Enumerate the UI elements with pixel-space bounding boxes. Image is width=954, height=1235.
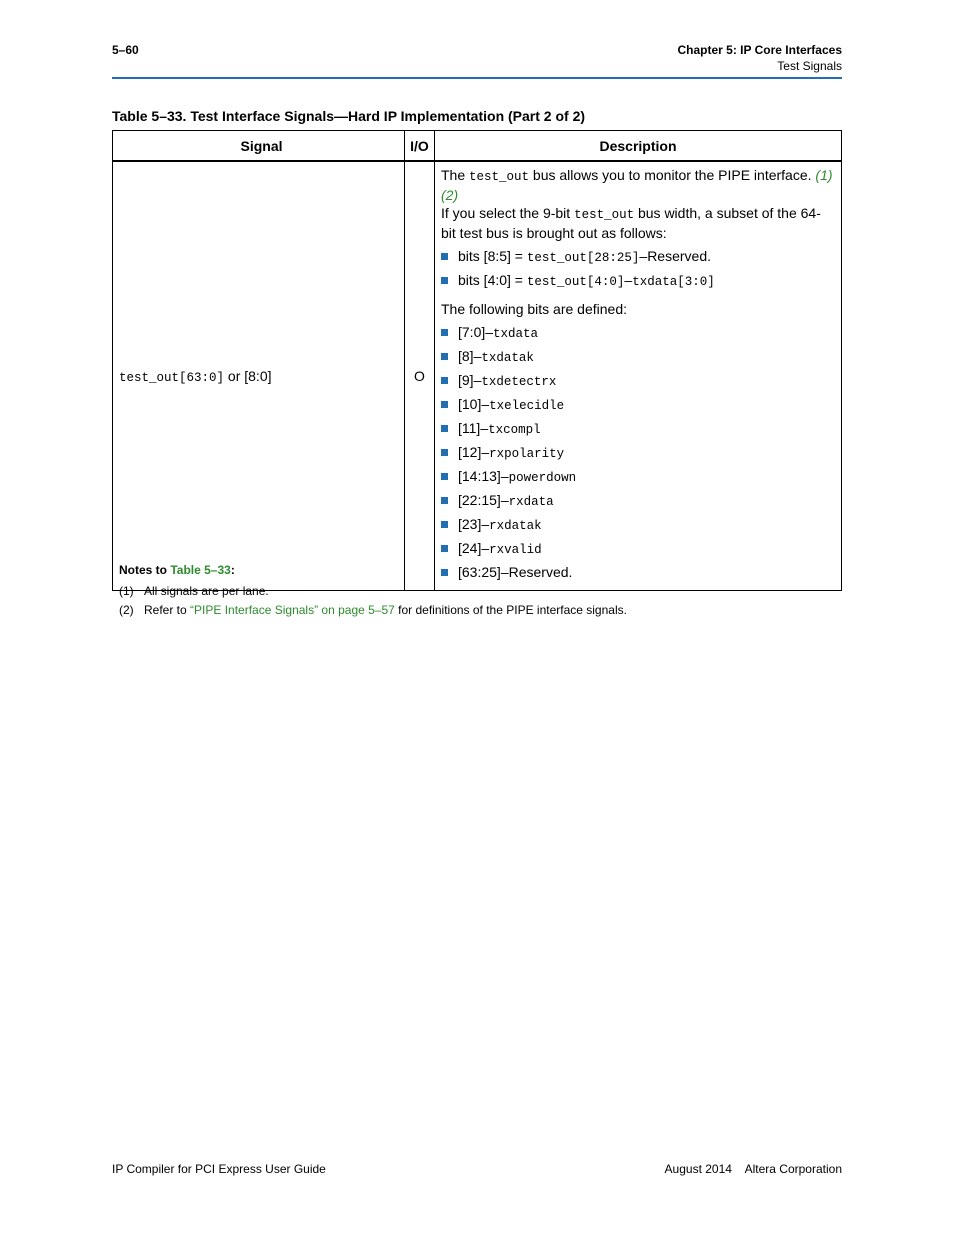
header-rule <box>112 77 842 79</box>
table-row <box>113 161 842 591</box>
note-text: Refer to <box>144 603 191 617</box>
column-header-io: I/O <box>405 131 435 162</box>
list-item <box>441 514 835 538</box>
defined-bullet-list <box>441 322 835 586</box>
note-number: (1) <box>119 584 134 598</box>
subset-bullet-list <box>441 246 835 294</box>
list-item <box>441 346 835 370</box>
note-1 <box>119 584 269 598</box>
bullet-code: txdetectrx <box>481 375 557 389</box>
io-cell: O <box>405 161 435 591</box>
list-item <box>441 322 835 346</box>
list-item <box>441 418 835 442</box>
bullet-bits: [9]– <box>458 372 482 388</box>
bullet-code-2: txdata[3:0] <box>632 275 715 289</box>
bullet-code: rxdata <box>508 495 554 509</box>
chapter-title: Chapter 5: IP Core Interfaces <box>677 43 842 57</box>
bullet-bits: [14:13]– <box>458 468 509 484</box>
bullet-text-post: –Reserved. <box>639 248 711 264</box>
bullet-square-icon <box>441 521 448 528</box>
page-number: 5–60 <box>112 43 139 57</box>
section-title: Test Signals <box>777 59 842 73</box>
bullet-bits: [12]– <box>458 444 490 460</box>
bullet-square-icon <box>441 329 448 336</box>
bullet-square-icon <box>441 425 448 432</box>
signals-table <box>112 130 842 591</box>
note-number: (2) <box>119 603 134 617</box>
intro-text-2: bus allows you to monitor the PIPE interface. <box>529 167 816 183</box>
intro-code: test_out <box>469 170 530 184</box>
bullet-square-icon <box>441 253 448 260</box>
bullet-bits: [24]– <box>458 540 490 556</box>
bullet-bits: [22:15]– <box>458 492 509 508</box>
table-header-row <box>113 131 842 162</box>
note-references-link[interactable]: (1) (2) <box>441 167 833 203</box>
list-item <box>441 270 835 294</box>
bullet-code: txelecidle <box>489 399 565 413</box>
footer-title: IP Compiler for PCI Express User Guide <box>112 1162 326 1176</box>
bullet-code: test_out[4:0] <box>526 275 625 289</box>
bullet-text-post: – <box>624 272 633 288</box>
bullet-bits: [7:0]– <box>458 324 494 340</box>
notes-table-link[interactable]: Table 5–33 <box>170 563 231 577</box>
line2-code: test_out <box>574 208 635 222</box>
bullet-text: bits [4:0] = <box>458 272 527 288</box>
bullet-bits: [11]– <box>458 420 489 436</box>
list-item <box>441 394 835 418</box>
description-intro <box>441 166 835 242</box>
line2-text: If you select the 9-bit <box>441 205 575 221</box>
list-item <box>441 466 835 490</box>
column-header-description: Description <box>435 131 842 162</box>
notes-title-text: Notes to <box>119 563 171 577</box>
bullet-code: txdatak <box>481 351 534 365</box>
defined-intro: The following bits are defined: <box>441 301 627 317</box>
bullet-bits: [63:25]–Reserved. <box>458 564 573 580</box>
signal-code: test_out[63:0] <box>119 370 225 385</box>
column-header-signal: Signal <box>113 131 405 162</box>
bullet-code: txdata <box>493 327 539 341</box>
footer-date-company: August 2014 Altera Corporation <box>664 1162 842 1176</box>
bullet-square-icon <box>441 545 448 552</box>
description-cell <box>435 161 842 591</box>
list-item <box>441 370 835 394</box>
bullet-code: rxvalid <box>489 543 542 557</box>
bullet-square-icon <box>441 353 448 360</box>
list-item <box>441 246 835 270</box>
bullet-square-icon <box>441 277 448 284</box>
list-item <box>441 490 835 514</box>
list-item <box>441 442 835 466</box>
notes-title <box>119 563 235 577</box>
bullet-square-icon <box>441 449 448 456</box>
notes-title-colon: : <box>230 563 235 577</box>
list-item <box>441 538 835 562</box>
bullet-square-icon <box>441 377 448 384</box>
note-2 <box>119 603 627 617</box>
bullet-code: test_out[28:25] <box>526 251 640 265</box>
bullet-square-icon <box>441 497 448 504</box>
bullet-square-icon <box>441 473 448 480</box>
bullet-code: rxpolarity <box>489 447 565 461</box>
bullet-code: rxdatak <box>489 519 542 533</box>
bullet-code: powerdown <box>508 471 577 485</box>
table-title: Table 5–33. Test Interface Signals—Hard IP Implementation (Part 2 of 2) <box>112 108 586 124</box>
signal-suffix: or [8:0] <box>227 367 272 384</box>
list-item <box>441 562 835 586</box>
bullet-code: txcompl <box>488 423 541 437</box>
bullet-bits: [23]– <box>458 516 490 532</box>
bullet-bits: [10]– <box>458 396 490 412</box>
bullet-square-icon <box>441 401 448 408</box>
bullet-bits: [8]– <box>458 348 482 364</box>
bullet-square-icon <box>441 569 448 576</box>
bullet-text: bits [8:5] = <box>458 248 527 264</box>
note-text-post: for definitions of the PIPE interface signals. <box>394 603 627 617</box>
note-text: All signals are per lane. <box>144 584 269 598</box>
intro-text: The <box>441 167 470 183</box>
signal-cell <box>113 161 405 591</box>
pipe-interface-signals-link[interactable]: “PIPE Interface Signals” on page 5–57 <box>190 603 395 617</box>
line2-text-2: bus width, a subset of the 64-bit test bus is brought out as follows: <box>441 205 821 241</box>
